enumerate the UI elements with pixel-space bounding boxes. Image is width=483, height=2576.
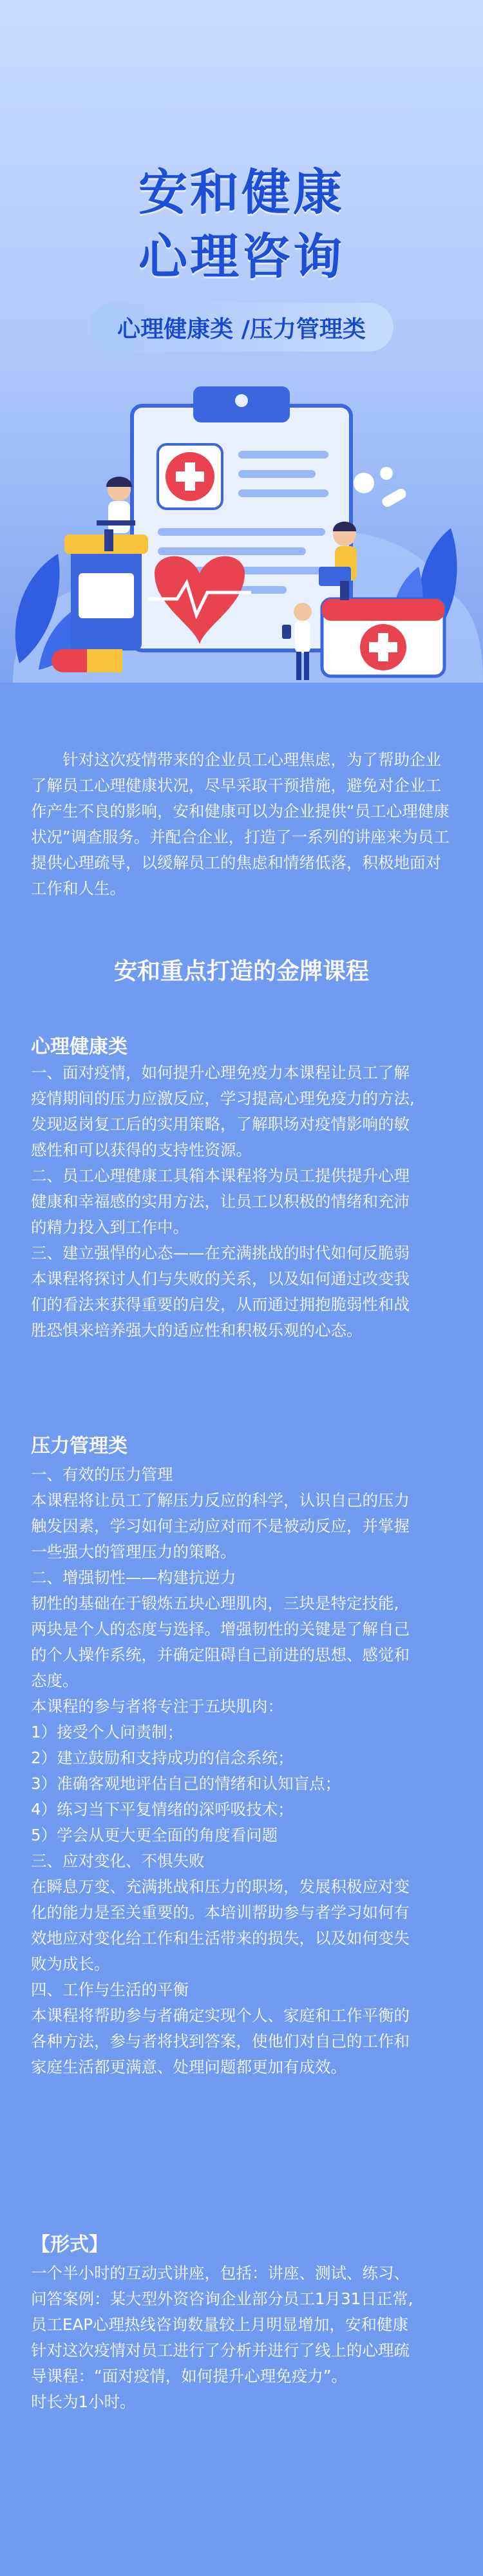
- stress-line: 1）接受个人问责制；: [31, 1723, 184, 1741]
- stress-line: 的个人操作系统，并确定阻碍自己前进的思想、感觉和: [31, 1645, 410, 1664]
- main-content: [0, 683, 483, 2576]
- mental-line: 疫情期间的压力应激反应，学习提高心理免疫力的方法,: [31, 1089, 415, 1108]
- mental-line: 三、建立强悍的心态——在充满挑战的时代如何反脆弱: [31, 1244, 410, 1262]
- stress-line: 两块是个人的态度与选择。增强韧性的关键是了解自己: [31, 1620, 410, 1638]
- stress-line: 3）准确客观地评估自己的情绪和认知盲点；: [31, 1774, 341, 1793]
- stress-line: 家庭生活都更满意、处理问题都更加有成效。: [31, 2058, 346, 2076]
- stress-line: 2）建立鼓励和支持成功的信念系统；: [31, 1748, 294, 1767]
- pills-icon: [354, 467, 408, 509]
- mental-line: 健康和幸福感的实用方法，让员工以积极的情绪和充沛: [31, 1192, 410, 1211]
- mental-health-list: [31, 1060, 452, 1343]
- pill-bottle-icon: [64, 535, 148, 650]
- stress-line: 本课程将让员工了解压力反应的科学，认识自己的压力: [31, 1491, 410, 1510]
- stress-line: 败为成长。: [31, 1955, 110, 1973]
- stress-line: 触发因素，学习如何主动应对而不是被动反应，并掌握: [31, 1517, 410, 1535]
- format-line: 导课程：“面对疫情，如何提升心理免疫力”。: [31, 2367, 347, 2385]
- healthcare-illustration: [0, 361, 483, 683]
- stress-management-heading: 压力管理类: [31, 1435, 128, 1457]
- stress-line: 态度。: [31, 1671, 79, 1690]
- stress-line: 韧性的基础在于锻炼五块心理肌肉，三块是特定技能,: [31, 1594, 399, 1613]
- stress-management-list: [31, 1462, 452, 2080]
- stress-line: 本课程将帮助参与者确定实现个人、家庭和工作平衡的: [31, 2006, 410, 2025]
- format-line: 针对这次疫情对员工进行了分析并进行了线上的心理疏: [31, 2341, 410, 2360]
- page-title-line1: 安和健康: [138, 164, 345, 221]
- mental-line: 一、面对疫情，如何提升心理免疫力本课程让员工了解: [31, 1063, 410, 1082]
- section-title: 安和重点打造的金牌课程: [113, 958, 369, 985]
- page-title-line2: 心理咨询: [138, 228, 345, 285]
- stress-line: 四、工作与生活的平衡: [31, 1980, 189, 1999]
- subtitle-badge: 心理健康类 /压力管理类: [90, 303, 393, 352]
- intro-paragraph: 针对这次疫情带来的企业员工心理焦虑，为了帮助企业了解员工心理健康状况，尽早采取干预措施，避免对企业工作产生不良的影响，安和健康可以为企业提供“员工心理健康状况”调查服务。并配合企业，打造了一系列的讲座来为员工提供心理疏导，以缓解员工的焦虑和情绪低落，积极地面对工作和人生。: [31, 750, 450, 898]
- format-line: 问答案例：某大型外资咨询企业部分员工1月31日正常,: [31, 2289, 413, 2308]
- stress-line: 在瞬息万变、充满挑战和压力的职场，发展积极应对变: [31, 1877, 410, 1896]
- mental-health-heading: 心理健康类: [31, 1036, 128, 1058]
- mental-line: 胜恐惧来培养强大的适应性和积极乐观的心态。: [31, 1321, 363, 1340]
- stress-line: 一、有效的压力管理: [31, 1465, 173, 1484]
- format-heading: 【形式】: [31, 2233, 108, 2256]
- format-line: 时长为1小时。: [31, 2392, 136, 2411]
- mental-line: 感性和可以获得的支持性资源。: [31, 1141, 252, 1159]
- stress-line: 4）练习当下平复情绪的深呼吸技术；: [31, 1800, 294, 1819]
- clipboard-icon: [132, 386, 351, 650]
- stress-line: 三、应对变化、不惧失败: [31, 1852, 205, 1870]
- stress-line: 效地应对变化给工作和生活带来的损失，以及如何变失: [31, 1929, 410, 1947]
- hero-banner: [0, 0, 483, 683]
- stress-line: 5）学会从更大更全面的角度看问题: [31, 1826, 278, 1844]
- stress-line: 各种方法，参与者将找到答案，使他们对自己的工作和: [31, 2032, 410, 2050]
- stress-line: 化的能力是至关重要的。本培训帮助参与者学习如何有: [31, 1903, 410, 1922]
- mental-line: 的精力投入到工作中。: [31, 1218, 189, 1236]
- first-aid-kit-icon: [322, 599, 444, 676]
- stress-line: 一些强大的管理压力的策略。: [31, 1542, 236, 1561]
- mental-line: 本课程将探讨人们与失败的关系，以及如何通过改变我: [31, 1269, 410, 1288]
- format-line: 员工EAP心理热线咨询数量较上月明显增加，安和健康: [31, 2315, 409, 2334]
- mental-line: 发现返岗复工后的实用策略，了解职场对疫情影响的敏: [31, 1115, 410, 1133]
- capsule-icon: [52, 649, 122, 672]
- mental-line: 们的看法来获得重要的启发，从而通过拥抱脆弱性和战: [31, 1295, 410, 1314]
- stress-line: 二、增强韧性——构建抗逆力: [31, 1568, 236, 1587]
- format-list: [31, 2260, 452, 2415]
- stress-line: 本课程的参与者将专注于五块肌肉：: [31, 1697, 283, 1716]
- mental-line: 二、员工心理健康工具箱本课程将为员工提供提升心理: [31, 1166, 410, 1185]
- format-line: 一个半小时的互动式讲座，包括：讲座、测试、练习、: [31, 2264, 410, 2282]
